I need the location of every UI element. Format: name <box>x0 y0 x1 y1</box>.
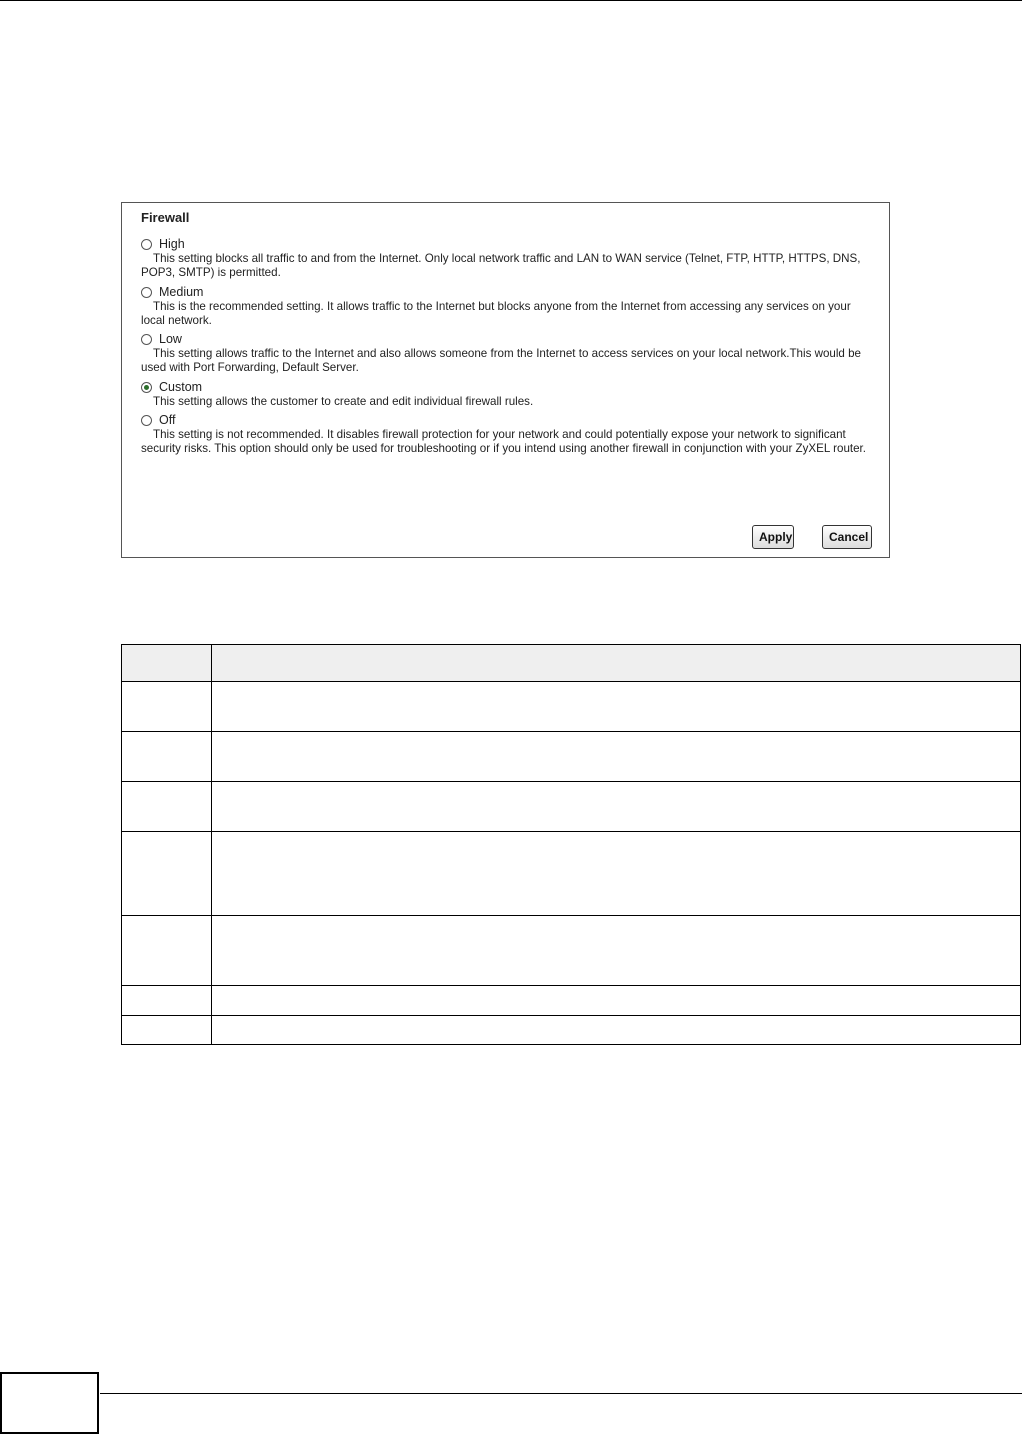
cancel-button[interactable]: Cancel <box>822 525 872 549</box>
table-cell <box>212 832 1021 916</box>
option-low <box>141 331 873 375</box>
apply-button[interactable]: Apply <box>752 525 794 549</box>
table-row <box>122 986 1021 1016</box>
table-row <box>122 732 1021 782</box>
table-row <box>122 832 1021 916</box>
option-high <box>141 236 873 280</box>
option-custom-label: Custom <box>159 380 203 394</box>
option-custom <box>141 379 873 409</box>
table-cell <box>122 682 212 732</box>
radio-off[interactable] <box>141 415 152 426</box>
page-number-box <box>0 1372 99 1434</box>
option-off-description: This setting is not recommended. It disables firewall protection for your network and could potentially expose your network to significant security risks. This option should only be used for troubleshooting or if you intend using another firewall in conjunction with your ZyXEL router. <box>141 428 866 455</box>
table-row <box>122 682 1021 732</box>
footer-rule <box>100 1393 1022 1394</box>
table-cell <box>212 1016 1021 1045</box>
option-off-label: Off <box>159 413 176 427</box>
radio-low[interactable] <box>141 334 152 345</box>
table-row <box>122 782 1021 832</box>
table-cell <box>212 682 1021 732</box>
radio-high[interactable] <box>141 239 152 250</box>
option-low-description: This setting allows traffic to the Internet and also allows someone from the Internet to access services on your local network.This would be used with Port Forwarding, Default Server. <box>141 347 861 374</box>
radio-custom[interactable] <box>141 382 152 393</box>
option-medium-description: This is the recommended setting. It allows traffic to the Internet but blocks anyone from the Internet from accessing any services on your local network. <box>141 300 851 327</box>
firewall-panel <box>121 202 890 558</box>
table-cell <box>212 916 1021 986</box>
table-cell <box>212 732 1021 782</box>
panel-title: Firewall <box>141 210 190 225</box>
table-cell <box>212 782 1021 832</box>
radio-medium[interactable] <box>141 287 152 298</box>
table-cell <box>122 1016 212 1045</box>
table-cell <box>122 782 212 832</box>
table-row <box>122 916 1021 986</box>
table-cell <box>122 986 212 1016</box>
option-custom-description: This setting allows the customer to create and edit individual firewall rules. <box>153 395 534 408</box>
option-off <box>141 412 873 456</box>
table-cell <box>122 832 212 916</box>
option-medium-label: Medium <box>159 285 204 299</box>
table-header-row <box>122 645 1021 682</box>
option-low-label: Low <box>159 332 182 346</box>
table-header-cell <box>122 645 212 682</box>
option-medium <box>141 284 873 328</box>
field-description-table <box>121 644 1021 1045</box>
table-cell <box>122 916 212 986</box>
table-header-cell <box>212 645 1021 682</box>
table-cell <box>122 732 212 782</box>
option-high-description: This setting blocks all traffic to and from the Internet. Only local network traffic and LAN to WAN service (Telnet, FTP, HTTP, HTTPS, DNS, POP3, SMTP) is permitted. <box>141 252 861 279</box>
table-row <box>122 1016 1021 1045</box>
top-rule <box>0 0 1022 1</box>
table-cell <box>212 986 1021 1016</box>
option-high-label: High <box>159 237 185 251</box>
